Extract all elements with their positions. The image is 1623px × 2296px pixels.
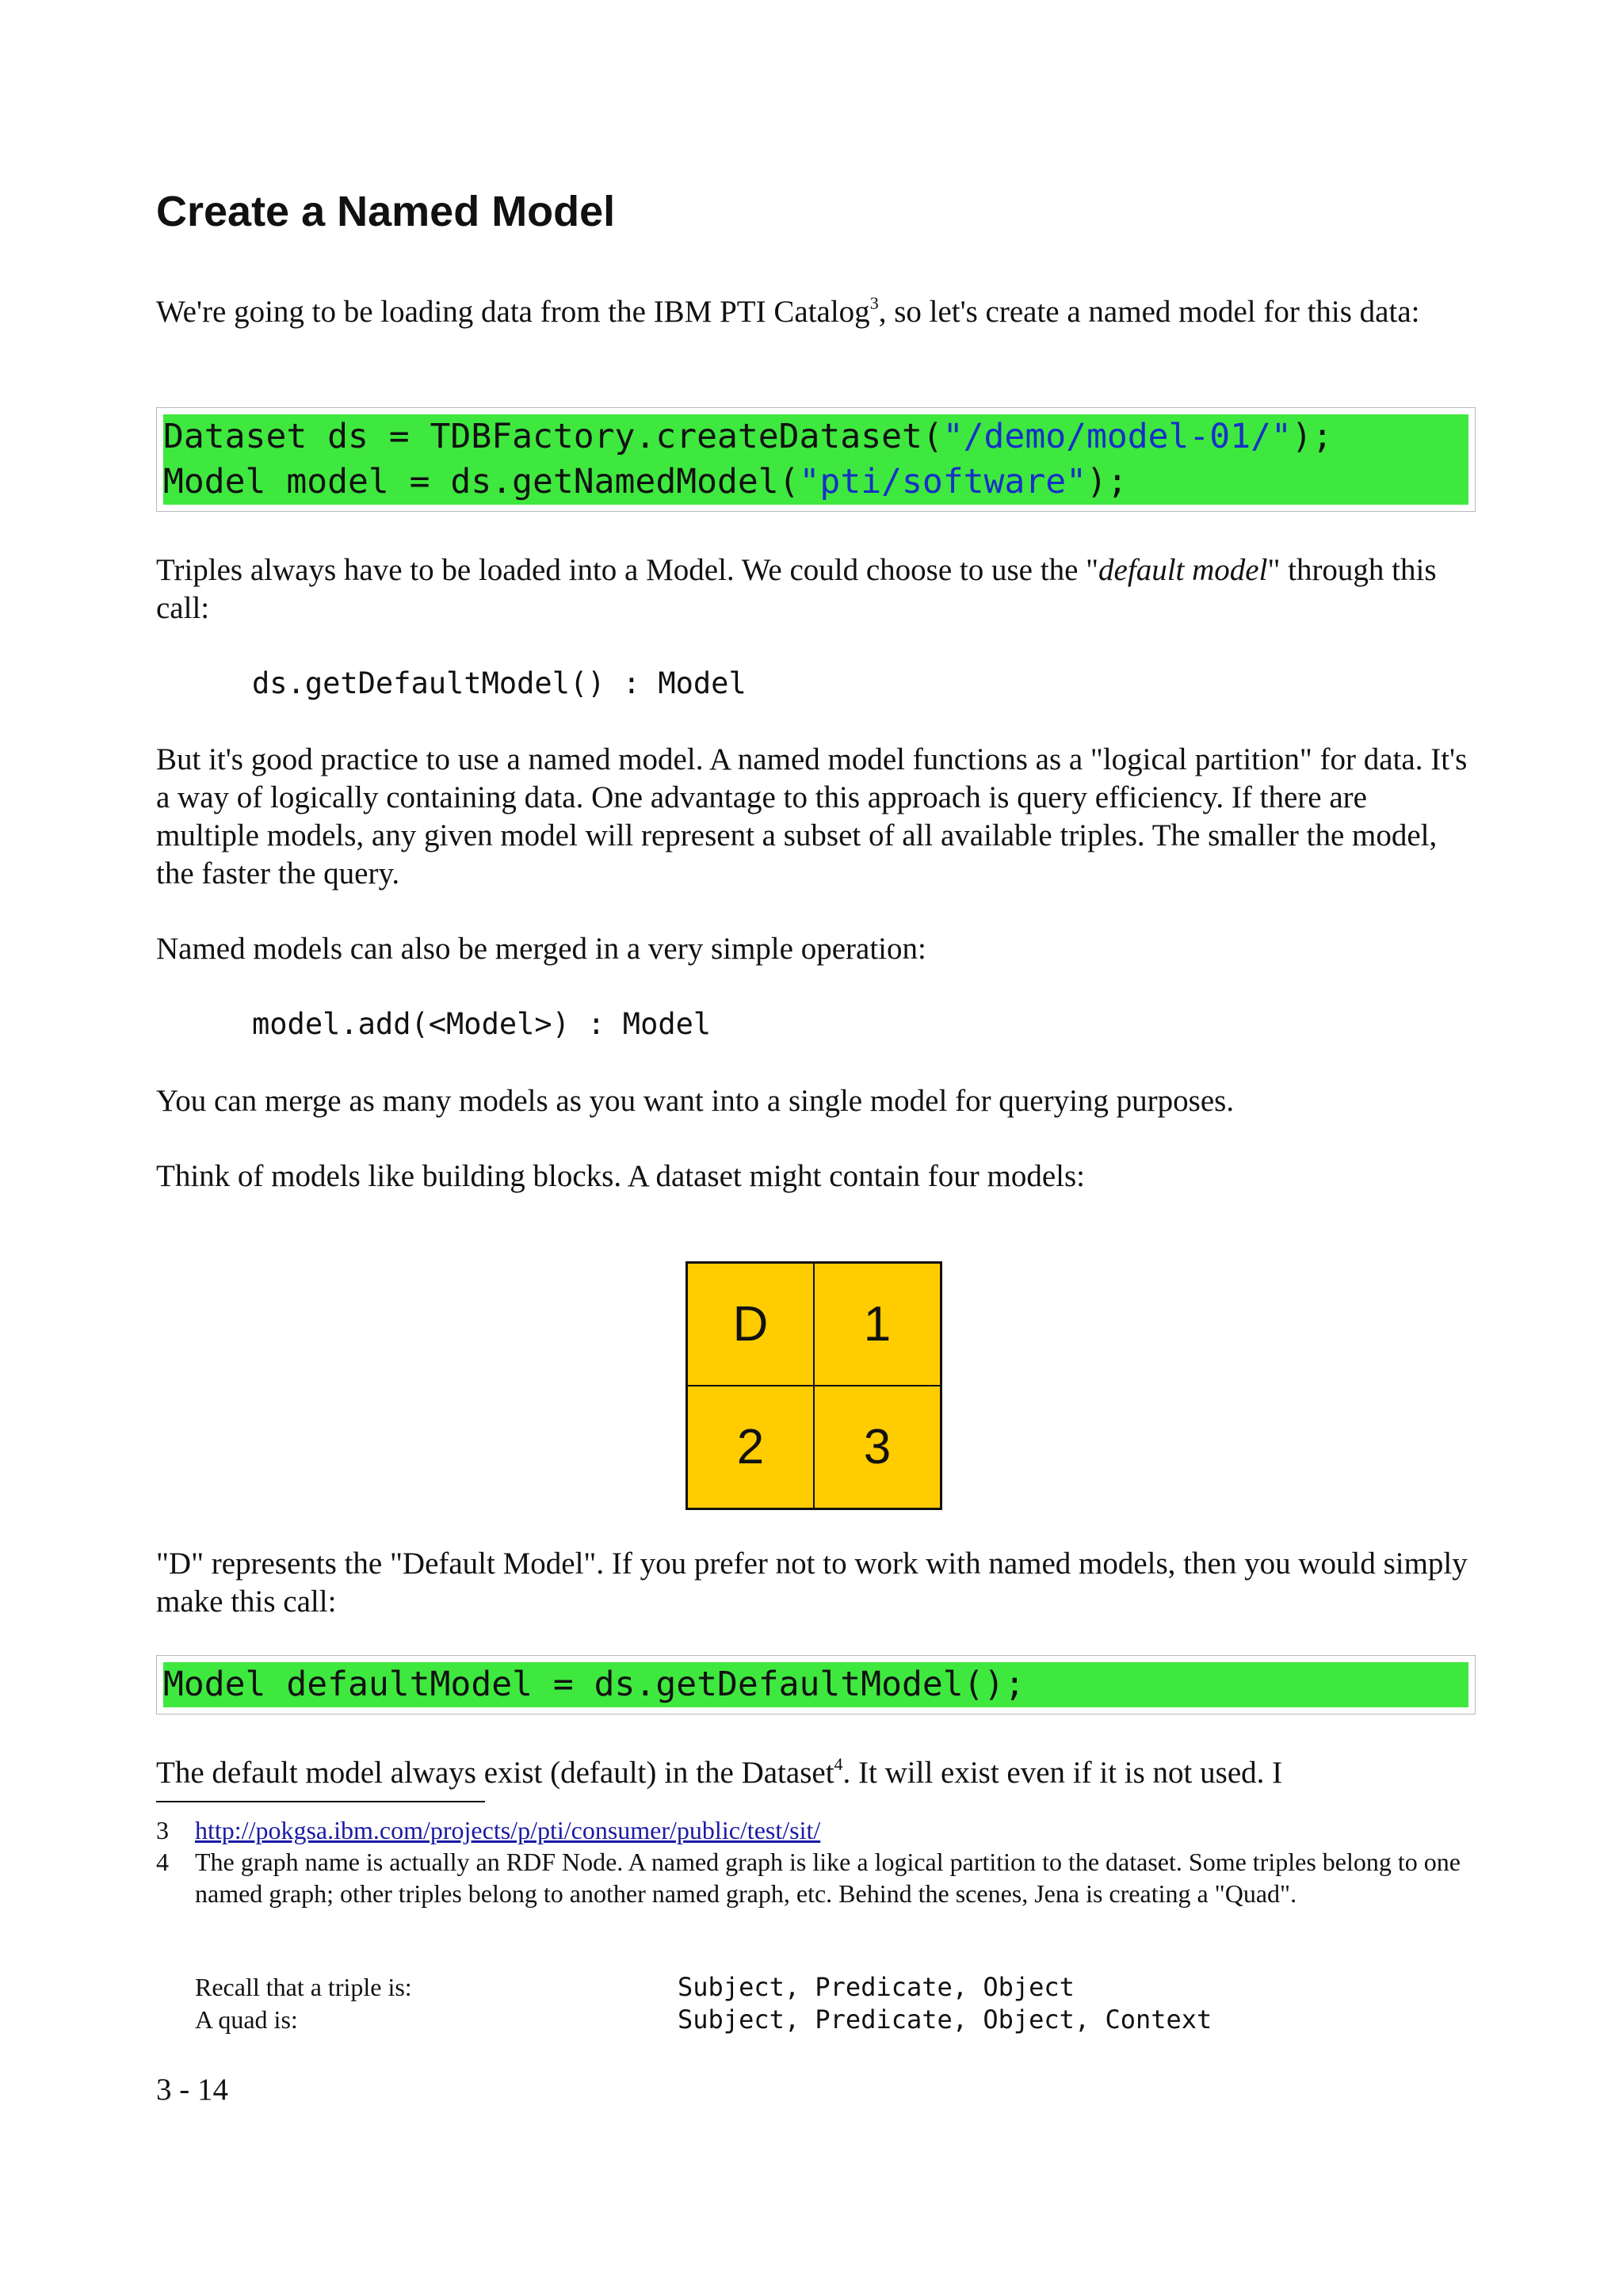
footnote-4 [156, 1846, 1472, 1909]
footnote-text: The graph name is actually an RDF Node. A named graph is like a logical partition to the dataset. Some triples belong to one named graph; other triples belong to another named graph, etc. Behind the scenes, Jena is creating a "Quad". [195, 1848, 1461, 1908]
code-add-call: model.add(<Model>) : Model [252, 1007, 712, 1041]
footnote-3 [156, 1814, 1472, 1846]
exist-paragraph: The default model always exist (default) in the Dataset$^4$. It will exist even if it is not used. I [156, 1754, 1283, 1790]
building-blocks-paragraph: Think of models like building blocks. A dataset might contain four models: [156, 1159, 1086, 1193]
block-2: 2 [687, 1386, 814, 1508]
footnote-link[interactable]: http://pokgsa.ibm.com/projects/p/pti/consumer/public/test/sit/ [195, 1816, 821, 1844]
page-number: 3 - 14 [156, 2073, 228, 2107]
block-3: 3 [814, 1386, 941, 1508]
model-blocks-diagram [685, 1261, 942, 1510]
recall-triple-value: Subject, Predicate, Object [678, 1972, 1075, 2002]
code-default-model-call: ds.getDefaultModel() : Model [252, 666, 747, 700]
block-1: 1 [814, 1263, 941, 1386]
block-default: D [687, 1263, 814, 1386]
triples-paragraph: Triples always have to be loaded into a Model. We could choose to use the "default model" through this call: [156, 553, 1437, 625]
code-block-default-model [156, 1655, 1476, 1714]
footnote-ref-3[interactable]: 3 [869, 293, 879, 313]
footnote-ref-4[interactable]: 4 [834, 1754, 843, 1774]
merge-many-paragraph: You can merge as many models as you want into a single model for querying purposes. [156, 1084, 1235, 1118]
code-line-dataset: Dataset ds = TDBFactory.createDataset("/demo/model-01/"); [163, 414, 1468, 460]
code-line-default-model: Model defaultModel = ds.getDefaultModel(); [163, 1662, 1468, 1707]
recall-triple-label: Recall that a triple is: [195, 1973, 412, 2001]
recall-quad-label: A quad is: [195, 2005, 298, 2034]
footnote-number: 3 [156, 1816, 169, 1844]
page-title: Create a Named Model [156, 188, 616, 235]
code-block-create-dataset [156, 407, 1476, 512]
footnote-separator [156, 1801, 485, 1802]
merge-paragraph: Named models can also be merged in a very simple operation: [156, 932, 926, 966]
footnote-number: 4 [156, 1848, 169, 1876]
default-model-paragraph: "D" represents the "Default Model". If you prefer not to work with named models, then you would simply make this call: [156, 1547, 1468, 1619]
practice-paragraph: But it's good practice to use a named model. A named model functions as a "logical partition" for data. It's a way of logically containing data. One advantage to this approach is query efficiency. If there are multiple models, any given model will represent a subset of all available triples. The smaller the model, the faster the query. [156, 742, 1468, 891]
intro-paragraph: We're going to be loading data from the IBM PTI Catalog$^3$, so let's create a named model for this data: [156, 293, 1420, 329]
recall-quad-value: Subject, Predicate, Object, Context [678, 2004, 1212, 2035]
code-line-model: Model model = ds.getNamedModel("pti/software"); [163, 460, 1468, 505]
